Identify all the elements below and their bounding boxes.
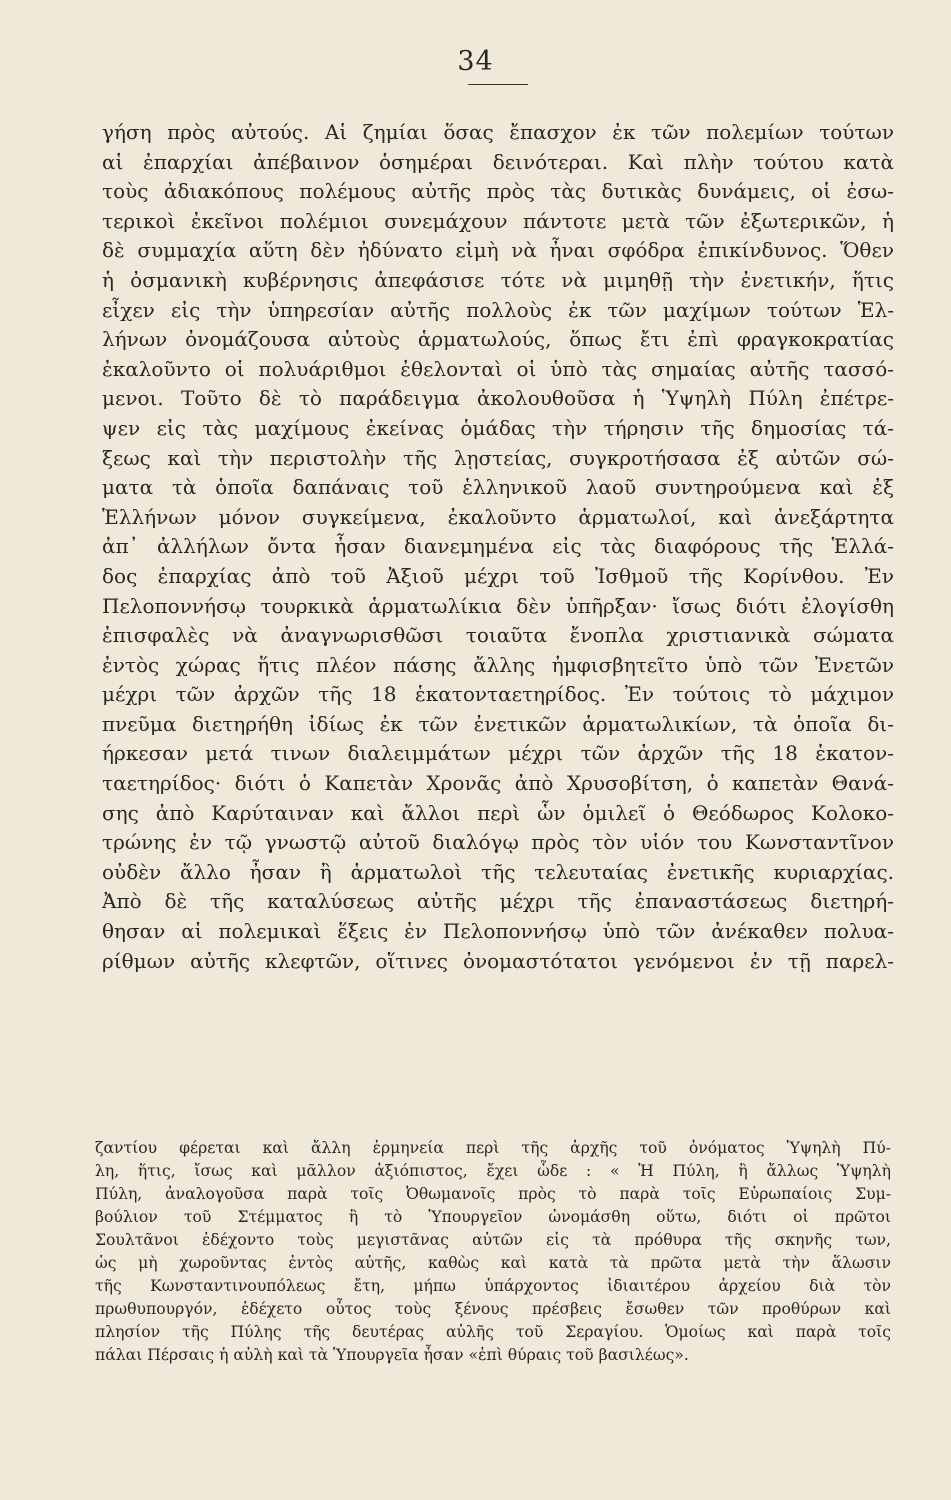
main-text [102,118,894,976]
main-text-line: ἀπ᾿ ἀλλήλων ὄντα ἦσαν διανεμημένα εἰς τὰς διαφόρους τῆς Ἑλλά- [102,534,894,559]
main-text-line: ἐκαλοῦντο οἱ πολυάριθμοι ἐθελονταὶ οἱ ὑπὸ τὰς σημαίας αὐτῆς τασσό- [102,356,894,381]
main-text-line: Πελοποννήσῳ τουρκικὰ ἁρματωλίκια δὲν ὑπῆρξαν· ἴσως διότι ἐλογίσθη [102,593,894,618]
page-number: 34 [457,46,494,77]
main-text-line: ἐντὸς χώρας ἥτις πλέον πάσης ἄλλης ἠμφισβητεῖτο ὑπὸ τῶν Ἐνετῶν [102,652,894,677]
main-text-line: λήνων ὀνομάζουσα αὐτοὺς ἁρματωλούς, ὅπως ἔτι ἐπὶ φραγκοκρατίας [102,327,894,352]
main-text-line: ψεν εἰς τὰς μαχίμους ἐκείνας ὁμάδας τὴν τήρησιν τῆς δημοσίας τά- [102,415,894,440]
main-text-line: δὲ συμμαχία αὕτη δὲν ἠδύνατο εἰμὴ νὰ ἦναι σφόδρα ἐπικίνδυνος. Ὅθεν [102,238,894,263]
footnote-line: Σουλτᾶνοι ἐδέχοντο τοὺς μεγιστᾶνας αὐτῶν εἰς τὰ πρόθυρα τῆς σκηνῆς των, [95,1231,891,1249]
main-text-line: σης ἀπὸ Καρύταιναν καὶ ἄλλοι περὶ ὧν ὁμιλεῖ ὁ Θεόδωρος Κολοκο- [102,800,894,825]
main-text-line: τοὺς ἀδιακόπους πολέμους αὐτῆς πρὸς τὰς δυτικὰς δυνάμεις, οἱ ἐσω- [102,179,894,204]
main-text-line: ήρκεσαν μετά τινων διαλειμμάτων μέχρι τῶν ἀρχῶν τῆς 18 ἑκατον- [102,741,894,766]
footnote-line: πρωθυπουργόν, ἐδέχετο οὗτος τοὺς ξένους πρέσβεις ἔσωθεν τῶν προθύρων καὶ [95,1300,891,1318]
main-text-line: αἱ ἐπαρχίαι ἀπέβαινον ὁσημέραι δεινότεραι. Καὶ πλὴν τούτου κατὰ [102,149,894,174]
main-text-line: μέχρι τῶν ἀρχῶν τῆς 18 ἑκατονταετηρίδος. Ἐν τούτοις τὸ μάχιμον [102,682,894,707]
footnote [95,1137,891,1367]
main-text-line: ματα τὰ ὁποῖα δαπάναις τοῦ ἑλληνικοῦ λαοῦ συντηρούμενα καὶ ἐξ [102,475,894,500]
footnote-line: τῆς Κωνσταντινουπόλεως ἔτη, μήπω ὑπάρχοντος ἰδιαιτέρου ἀρχείου διὰ τὸν [95,1277,891,1295]
footnote-line: ὡς μὴ χωροῦντας ἐντὸς αὐτῆς, καθὼς καὶ κατὰ τὰ πρῶτα μετὰ τὴν ἅλωσιν [95,1254,891,1272]
footnote-line: πλησίον τῆς Πύλης τῆς δευτέρας αὐλῆς τοῦ Σεραγίου. Ὁμοίως καὶ παρὰ τοῖς [95,1323,891,1341]
footnote-line: βούλιον τοῦ Στέμματος ἢ τὸ Ὑπουργεῖον ὠνομάσθη οὕτω, διότι οἱ πρῶτοι [95,1208,891,1226]
page-number-underline [468,84,528,85]
main-text-line: γήση πρὸς αὐτούς. Αἱ ζημίαι ὅσας ἔπασχον ἐκ τῶν πολεμίων τούτων [102,120,894,144]
main-text-line: πνεῦμα διετηρήθη ἰδίως ἐκ τῶν ἐνετικῶν ἁρματωλικίων, τὰ ὁποῖα δι- [102,711,894,736]
main-text-line: Ἑλλήνων μόνον συγκείμενα, ἐκαλοῦντο ἁρματωλοί, καὶ ἀνεξάρτητα [102,504,894,529]
main-text-line: ταετηρίδος· διότι ὁ Καπετὰν Χρονᾶς ἀπὸ Χρυσοβίτση, ὁ καπετὰν Θανά- [102,771,894,796]
footnote-line: ζαντίου φέρεται καὶ ἄλλη ἑρμηνεία περὶ τῆς ἀρχῆς τοῦ ὀνόματος Ὑψηλὴ Πύ- [95,1139,891,1157]
footnote-line: πάλαι Πέρσαις ἡ αὐλὴ καὶ τὰ Ὑπουργεῖα ἦσαν «ἐπὶ θύραις τοῦ βασιλέως». [95,1346,689,1364]
main-text-line: δος ἐπαρχίας ἀπὸ τοῦ Ἀξιοῦ μέχρι τοῦ Ἰσθμοῦ τῆς Κορίνθου. Ἐν [102,563,894,588]
main-text-line: Ἀπὸ δὲ τῆς καταλύσεως αὐτῆς μέχρι τῆς ἐπαναστάσεως διετηρή- [102,889,894,914]
main-text-line: θησαν αἱ πολεμικαὶ ἕξεις ἐν Πελοποννήσῳ ὑπὸ τῶν ἀνέκαθεν πολυα- [102,919,894,944]
main-text-line: ἐπισφαλὲς νὰ ἀναγνωρισθῶσι τοιαῦτα ἔνοπλα χριστιανικὰ σώματα [102,623,894,648]
main-text-line: ἡ ὀσμανικὴ κυβέρνησις ἀπεφάσισε τότε νὰ μιμηθῇ τὴν ἐνετικήν, ἥτις [102,267,894,292]
main-text-line: εἶχεν εἰς τὴν ὑπηρεσίαν αὐτῆς πολλοὺς ἐκ τῶν μαχίμων τούτων Ἑλ- [102,297,894,322]
main-text-line: ξεως καὶ τὴν περιστολὴν τῆς λῃστείας, συγκροτήσασα ἐξ αὐτῶν σώ- [102,445,894,470]
main-text-line: μενοι. Τοῦτο δὲ τὸ παράδειγμα ἀκολουθοῦσα ἡ Ὑψηλὴ Πύλη ἐπέτρε- [102,386,894,411]
main-text-line: τρώνης ἐν τῷ γνωστῷ αὐτοῦ διαλόγῳ πρὸς τὸν υἱόν του Κωνσταντῖνον [102,830,894,855]
footnote-line: Πύλη, ἀναλογοῦσα παρὰ τοῖς Ὀθωμανοῖς πρὸς τὸ παρὰ τοῖς Εὐρωπαίοις Συμ- [95,1185,891,1203]
main-text-line: οὐδὲν ἄλλο ἦσαν ἢ ἁρματωλοὶ τῆς τελευταίας ἐνετικῆς κυριαρχίας. [102,859,894,884]
main-text-line: τερικοὶ ἐκεῖνοι πολέμιοι συνεμάχουν πάντοτε μετὰ τῶν ἐξωτερικῶν, ἡ [102,208,894,233]
main-text-line: ρίθμων αὐτῆς κλεφτῶν, οἵτινες ὀνομαστότατοι γενόμενοι ἐν τῇ παρελ- [102,948,894,973]
footnote-line: λη, ἥτις, ἴσως καὶ μᾶλλον ἀξιόπιστος, ἔχει ὧδε : « Ἡ Πύλη, ἢ ἄλλως Ὑψηλὴ [95,1162,891,1180]
